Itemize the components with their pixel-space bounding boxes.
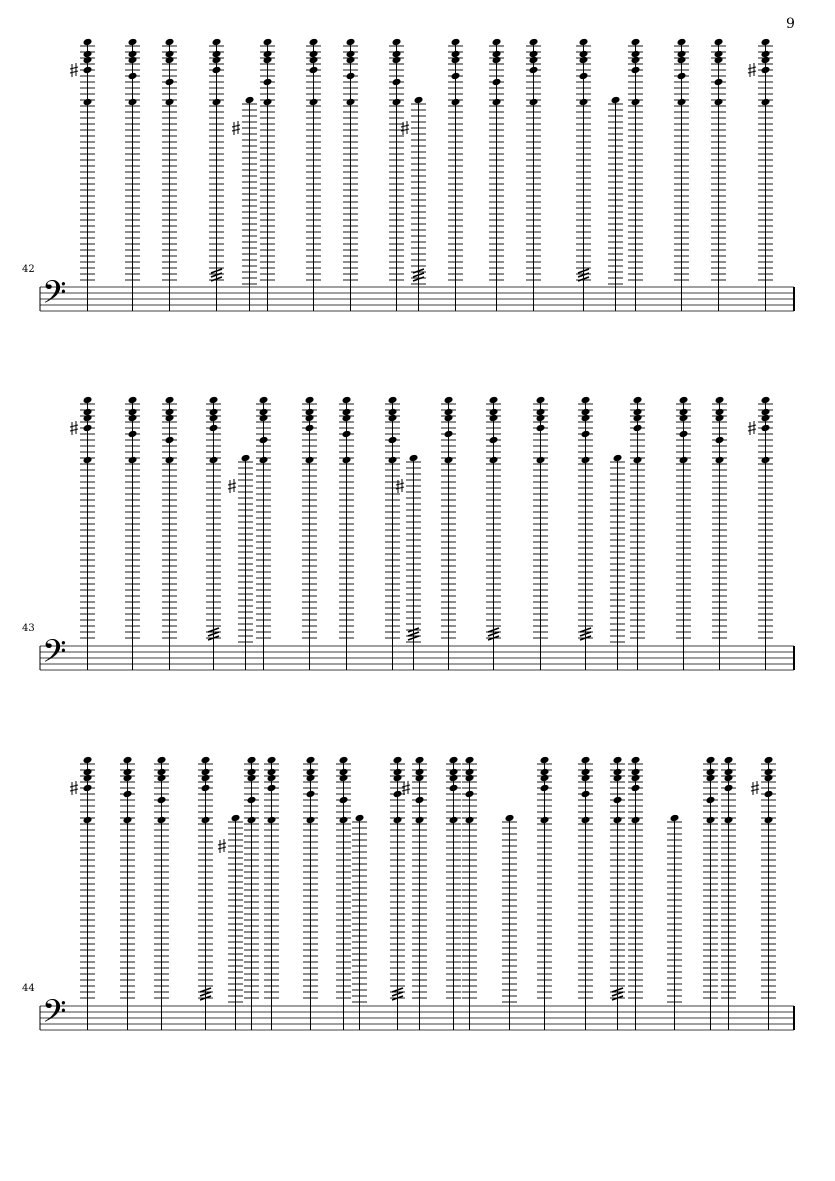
chord bbox=[401, 96, 426, 311]
notehead bbox=[305, 396, 315, 405]
sharp-icon bbox=[70, 781, 78, 795]
notehead bbox=[128, 98, 138, 107]
notehead bbox=[540, 756, 550, 765]
notehead bbox=[157, 816, 167, 825]
notehead bbox=[715, 396, 725, 405]
notehead bbox=[306, 774, 316, 783]
notehead bbox=[355, 814, 365, 823]
chord bbox=[712, 396, 727, 670]
notehead bbox=[388, 396, 398, 405]
chord bbox=[162, 396, 177, 670]
notehead bbox=[536, 424, 546, 433]
notehead bbox=[579, 56, 589, 65]
notehead bbox=[247, 816, 257, 825]
notehead bbox=[339, 796, 349, 805]
notehead bbox=[259, 436, 269, 445]
notehead bbox=[761, 98, 771, 107]
notehead bbox=[212, 98, 222, 107]
notehead bbox=[677, 98, 687, 107]
chord bbox=[667, 814, 682, 1030]
notehead bbox=[212, 66, 222, 75]
notehead bbox=[706, 774, 716, 783]
chord bbox=[526, 38, 541, 311]
notehead bbox=[540, 774, 550, 783]
notehead bbox=[489, 436, 499, 445]
notehead bbox=[201, 774, 211, 783]
notehead bbox=[212, 38, 222, 47]
notehead bbox=[764, 816, 774, 825]
chord bbox=[751, 756, 776, 1030]
notehead bbox=[633, 456, 643, 465]
notehead bbox=[267, 756, 277, 765]
notehead bbox=[83, 396, 93, 405]
chord bbox=[630, 396, 645, 670]
chord bbox=[206, 396, 221, 670]
notehead bbox=[444, 396, 454, 405]
notehead bbox=[128, 396, 138, 405]
chord bbox=[486, 396, 501, 670]
notehead bbox=[492, 98, 502, 107]
notehead bbox=[444, 430, 454, 439]
notehead bbox=[342, 456, 352, 465]
notehead bbox=[263, 56, 273, 65]
notehead bbox=[581, 396, 591, 405]
chord bbox=[385, 396, 400, 670]
notehead bbox=[631, 774, 641, 783]
measure-number: 44 bbox=[22, 983, 35, 994]
notehead bbox=[449, 774, 459, 783]
notehead bbox=[761, 414, 771, 423]
chord bbox=[232, 96, 257, 311]
measure-number: 43 bbox=[22, 623, 35, 634]
chord bbox=[339, 396, 354, 670]
chord bbox=[120, 756, 135, 1030]
staff-system bbox=[22, 756, 794, 1037]
notehead bbox=[165, 396, 175, 405]
sharp-icon bbox=[751, 781, 759, 795]
notehead bbox=[492, 78, 502, 87]
notehead bbox=[581, 756, 591, 765]
notehead bbox=[579, 72, 589, 81]
notehead bbox=[305, 414, 315, 423]
notehead bbox=[706, 816, 716, 825]
notehead bbox=[529, 38, 539, 47]
notehead bbox=[677, 72, 687, 81]
notehead bbox=[83, 98, 93, 107]
notehead bbox=[465, 790, 475, 799]
notehead bbox=[714, 38, 724, 47]
notehead bbox=[761, 424, 771, 433]
notehead bbox=[392, 78, 402, 87]
notehead bbox=[409, 454, 419, 463]
notehead bbox=[209, 396, 219, 405]
notehead bbox=[245, 96, 255, 105]
notehead bbox=[309, 38, 319, 47]
notehead bbox=[764, 756, 774, 765]
notehead bbox=[631, 66, 641, 75]
notehead bbox=[165, 98, 175, 107]
notehead bbox=[83, 414, 93, 423]
chord bbox=[628, 756, 643, 1030]
chord bbox=[70, 396, 95, 670]
notehead bbox=[489, 456, 499, 465]
notehead bbox=[201, 816, 211, 825]
chord bbox=[448, 38, 463, 311]
notehead bbox=[613, 816, 623, 825]
chord bbox=[610, 454, 625, 670]
notehead bbox=[259, 414, 269, 423]
notehead bbox=[306, 756, 316, 765]
chord bbox=[537, 756, 552, 1030]
notehead bbox=[157, 774, 167, 783]
chord bbox=[748, 396, 773, 670]
notehead bbox=[679, 430, 689, 439]
bass-clef-icon: 𝄢 bbox=[42, 633, 67, 677]
notehead bbox=[529, 56, 539, 65]
bass-clef-icon: 𝄢 bbox=[42, 274, 67, 318]
bass-clef-icon: 𝄢 bbox=[42, 993, 67, 1037]
sharp-icon bbox=[228, 479, 236, 493]
notehead bbox=[83, 756, 93, 765]
notehead bbox=[128, 56, 138, 65]
notehead bbox=[581, 414, 591, 423]
notehead bbox=[715, 456, 725, 465]
chord bbox=[711, 38, 726, 311]
notehead bbox=[209, 424, 219, 433]
chord bbox=[721, 756, 736, 1030]
page-number: 9 bbox=[786, 16, 795, 32]
notehead bbox=[714, 98, 724, 107]
chord bbox=[125, 396, 140, 670]
notehead bbox=[83, 816, 93, 825]
notehead bbox=[724, 774, 734, 783]
notehead bbox=[536, 414, 546, 423]
notehead bbox=[536, 456, 546, 465]
chord bbox=[578, 396, 593, 670]
notehead bbox=[677, 38, 687, 47]
notehead bbox=[579, 98, 589, 107]
notehead bbox=[128, 456, 138, 465]
chord bbox=[302, 396, 317, 670]
chord bbox=[198, 756, 213, 1030]
notehead bbox=[764, 790, 774, 799]
notehead bbox=[679, 396, 689, 405]
notehead bbox=[305, 424, 315, 433]
notehead bbox=[540, 784, 550, 793]
notehead bbox=[414, 96, 424, 105]
notehead bbox=[247, 796, 257, 805]
notehead bbox=[444, 456, 454, 465]
measure-number: 42 bbox=[22, 264, 35, 275]
sharp-icon bbox=[401, 121, 409, 135]
chord bbox=[628, 38, 643, 311]
notehead bbox=[157, 796, 167, 805]
notehead bbox=[388, 456, 398, 465]
notehead bbox=[128, 72, 138, 81]
notehead bbox=[267, 774, 277, 783]
notehead bbox=[346, 38, 356, 47]
notehead bbox=[724, 756, 734, 765]
chord bbox=[336, 756, 351, 1030]
notehead bbox=[706, 796, 716, 805]
notehead bbox=[83, 774, 93, 783]
notehead bbox=[83, 424, 93, 433]
notehead bbox=[581, 430, 591, 439]
notehead bbox=[201, 784, 211, 793]
notehead bbox=[342, 396, 352, 405]
notehead bbox=[613, 774, 623, 783]
chord bbox=[218, 814, 243, 1030]
notehead bbox=[679, 456, 689, 465]
notehead bbox=[451, 38, 461, 47]
notehead bbox=[415, 756, 425, 765]
notehead bbox=[388, 436, 398, 445]
notehead bbox=[631, 98, 641, 107]
notehead bbox=[209, 456, 219, 465]
sharp-icon bbox=[218, 839, 226, 853]
notehead bbox=[724, 784, 734, 793]
chord bbox=[703, 756, 718, 1030]
notehead bbox=[309, 66, 319, 75]
notehead bbox=[128, 38, 138, 47]
notehead bbox=[724, 816, 734, 825]
chord bbox=[676, 396, 691, 670]
staff-system bbox=[22, 396, 794, 677]
notehead bbox=[212, 56, 222, 65]
chord bbox=[674, 38, 689, 311]
notehead bbox=[259, 456, 269, 465]
notehead bbox=[231, 814, 241, 823]
notehead bbox=[536, 396, 546, 405]
notehead bbox=[444, 414, 454, 423]
sharp-icon bbox=[70, 63, 78, 77]
chord bbox=[264, 756, 279, 1030]
notehead bbox=[342, 414, 352, 423]
notehead bbox=[306, 816, 316, 825]
notehead bbox=[201, 756, 211, 765]
notehead bbox=[505, 814, 515, 823]
notehead bbox=[165, 414, 175, 423]
notehead bbox=[677, 56, 687, 65]
chord bbox=[610, 756, 625, 1030]
chord bbox=[533, 396, 548, 670]
notehead bbox=[631, 756, 641, 765]
chord bbox=[154, 756, 169, 1030]
chord bbox=[446, 756, 461, 1030]
sharp-icon bbox=[748, 421, 756, 435]
chord bbox=[209, 38, 224, 311]
notehead bbox=[209, 414, 219, 423]
chord bbox=[260, 38, 275, 311]
notehead bbox=[415, 774, 425, 783]
notehead bbox=[123, 790, 133, 799]
notehead bbox=[761, 456, 771, 465]
notehead bbox=[83, 38, 93, 47]
notehead bbox=[309, 98, 319, 107]
chord bbox=[303, 756, 318, 1030]
notehead bbox=[492, 56, 502, 65]
notehead bbox=[339, 774, 349, 783]
notehead bbox=[346, 72, 356, 81]
notehead bbox=[393, 816, 403, 825]
notehead bbox=[83, 784, 93, 793]
notehead bbox=[449, 756, 459, 765]
chord bbox=[462, 756, 477, 1030]
chord bbox=[390, 756, 405, 1030]
notehead bbox=[393, 790, 403, 799]
notehead bbox=[342, 430, 352, 439]
chord bbox=[162, 38, 177, 311]
chord bbox=[402, 756, 427, 1030]
notehead bbox=[83, 56, 93, 65]
notehead bbox=[581, 790, 591, 799]
notehead bbox=[123, 756, 133, 765]
notehead bbox=[465, 774, 475, 783]
staff-system bbox=[22, 38, 794, 318]
notehead bbox=[263, 78, 273, 87]
notehead bbox=[247, 756, 257, 765]
notehead bbox=[128, 414, 138, 423]
notehead bbox=[388, 414, 398, 423]
notehead bbox=[247, 774, 257, 783]
chord bbox=[306, 38, 321, 311]
notehead bbox=[259, 396, 269, 405]
notehead bbox=[339, 756, 349, 765]
notehead bbox=[415, 796, 425, 805]
notehead bbox=[393, 774, 403, 783]
notehead bbox=[540, 816, 550, 825]
notehead bbox=[309, 56, 319, 65]
notehead bbox=[83, 66, 93, 75]
notehead bbox=[449, 784, 459, 793]
notehead bbox=[613, 454, 623, 463]
chord bbox=[489, 38, 504, 311]
notehead bbox=[670, 814, 680, 823]
notehead bbox=[128, 430, 138, 439]
notehead bbox=[489, 414, 499, 423]
chord bbox=[441, 396, 456, 670]
notehead bbox=[761, 66, 771, 75]
notehead bbox=[449, 816, 459, 825]
notehead bbox=[165, 436, 175, 445]
notehead bbox=[392, 56, 402, 65]
notehead bbox=[631, 784, 641, 793]
chord bbox=[125, 38, 140, 311]
notehead bbox=[241, 454, 251, 463]
notehead bbox=[157, 756, 167, 765]
chord bbox=[576, 38, 591, 311]
notehead bbox=[613, 756, 623, 765]
chord bbox=[228, 454, 253, 670]
chord bbox=[244, 756, 259, 1030]
notehead bbox=[465, 816, 475, 825]
notehead bbox=[393, 756, 403, 765]
notehead bbox=[529, 98, 539, 107]
notehead bbox=[613, 796, 623, 805]
chord bbox=[70, 756, 95, 1030]
notehead bbox=[165, 56, 175, 65]
notehead bbox=[165, 456, 175, 465]
notehead bbox=[165, 38, 175, 47]
notehead bbox=[83, 456, 93, 465]
notehead bbox=[761, 38, 771, 47]
sharp-icon bbox=[748, 63, 756, 77]
notehead bbox=[761, 56, 771, 65]
notehead bbox=[263, 38, 273, 47]
chord bbox=[343, 38, 358, 311]
notehead bbox=[581, 456, 591, 465]
notehead bbox=[764, 774, 774, 783]
notehead bbox=[715, 414, 725, 423]
notehead bbox=[263, 98, 273, 107]
notehead bbox=[492, 38, 502, 47]
chord bbox=[608, 96, 623, 311]
sharp-icon bbox=[232, 121, 240, 135]
notehead bbox=[346, 56, 356, 65]
notehead bbox=[465, 756, 475, 765]
notehead bbox=[633, 424, 643, 433]
notehead bbox=[714, 78, 724, 87]
chord bbox=[578, 756, 593, 1030]
sharp-icon bbox=[70, 421, 78, 435]
chord bbox=[748, 38, 773, 311]
chord bbox=[70, 38, 95, 311]
chord bbox=[502, 814, 517, 1030]
notehead bbox=[305, 456, 315, 465]
notehead bbox=[339, 816, 349, 825]
notehead bbox=[581, 774, 591, 783]
notehead bbox=[579, 38, 589, 47]
notehead bbox=[123, 774, 133, 783]
notehead bbox=[165, 78, 175, 87]
notehead bbox=[631, 816, 641, 825]
notehead bbox=[679, 414, 689, 423]
notehead bbox=[611, 96, 621, 105]
notehead bbox=[631, 38, 641, 47]
notehead bbox=[346, 98, 356, 107]
notehead bbox=[529, 66, 539, 75]
notehead bbox=[489, 396, 499, 405]
notehead bbox=[267, 784, 277, 793]
notehead bbox=[715, 436, 725, 445]
notehead bbox=[392, 98, 402, 107]
sharp-icon bbox=[396, 479, 404, 493]
notehead bbox=[451, 72, 461, 81]
notehead bbox=[267, 816, 277, 825]
notehead bbox=[633, 396, 643, 405]
notehead bbox=[451, 56, 461, 65]
notehead bbox=[761, 396, 771, 405]
notehead bbox=[123, 816, 133, 825]
notehead bbox=[415, 816, 425, 825]
notehead bbox=[706, 756, 716, 765]
notehead bbox=[392, 38, 402, 47]
chord bbox=[352, 814, 367, 1030]
notehead bbox=[451, 98, 461, 107]
notehead bbox=[631, 56, 641, 65]
notehead bbox=[633, 414, 643, 423]
notehead bbox=[306, 790, 316, 799]
notehead bbox=[581, 816, 591, 825]
chord bbox=[389, 38, 404, 311]
chord bbox=[256, 396, 271, 670]
notehead bbox=[714, 56, 724, 65]
